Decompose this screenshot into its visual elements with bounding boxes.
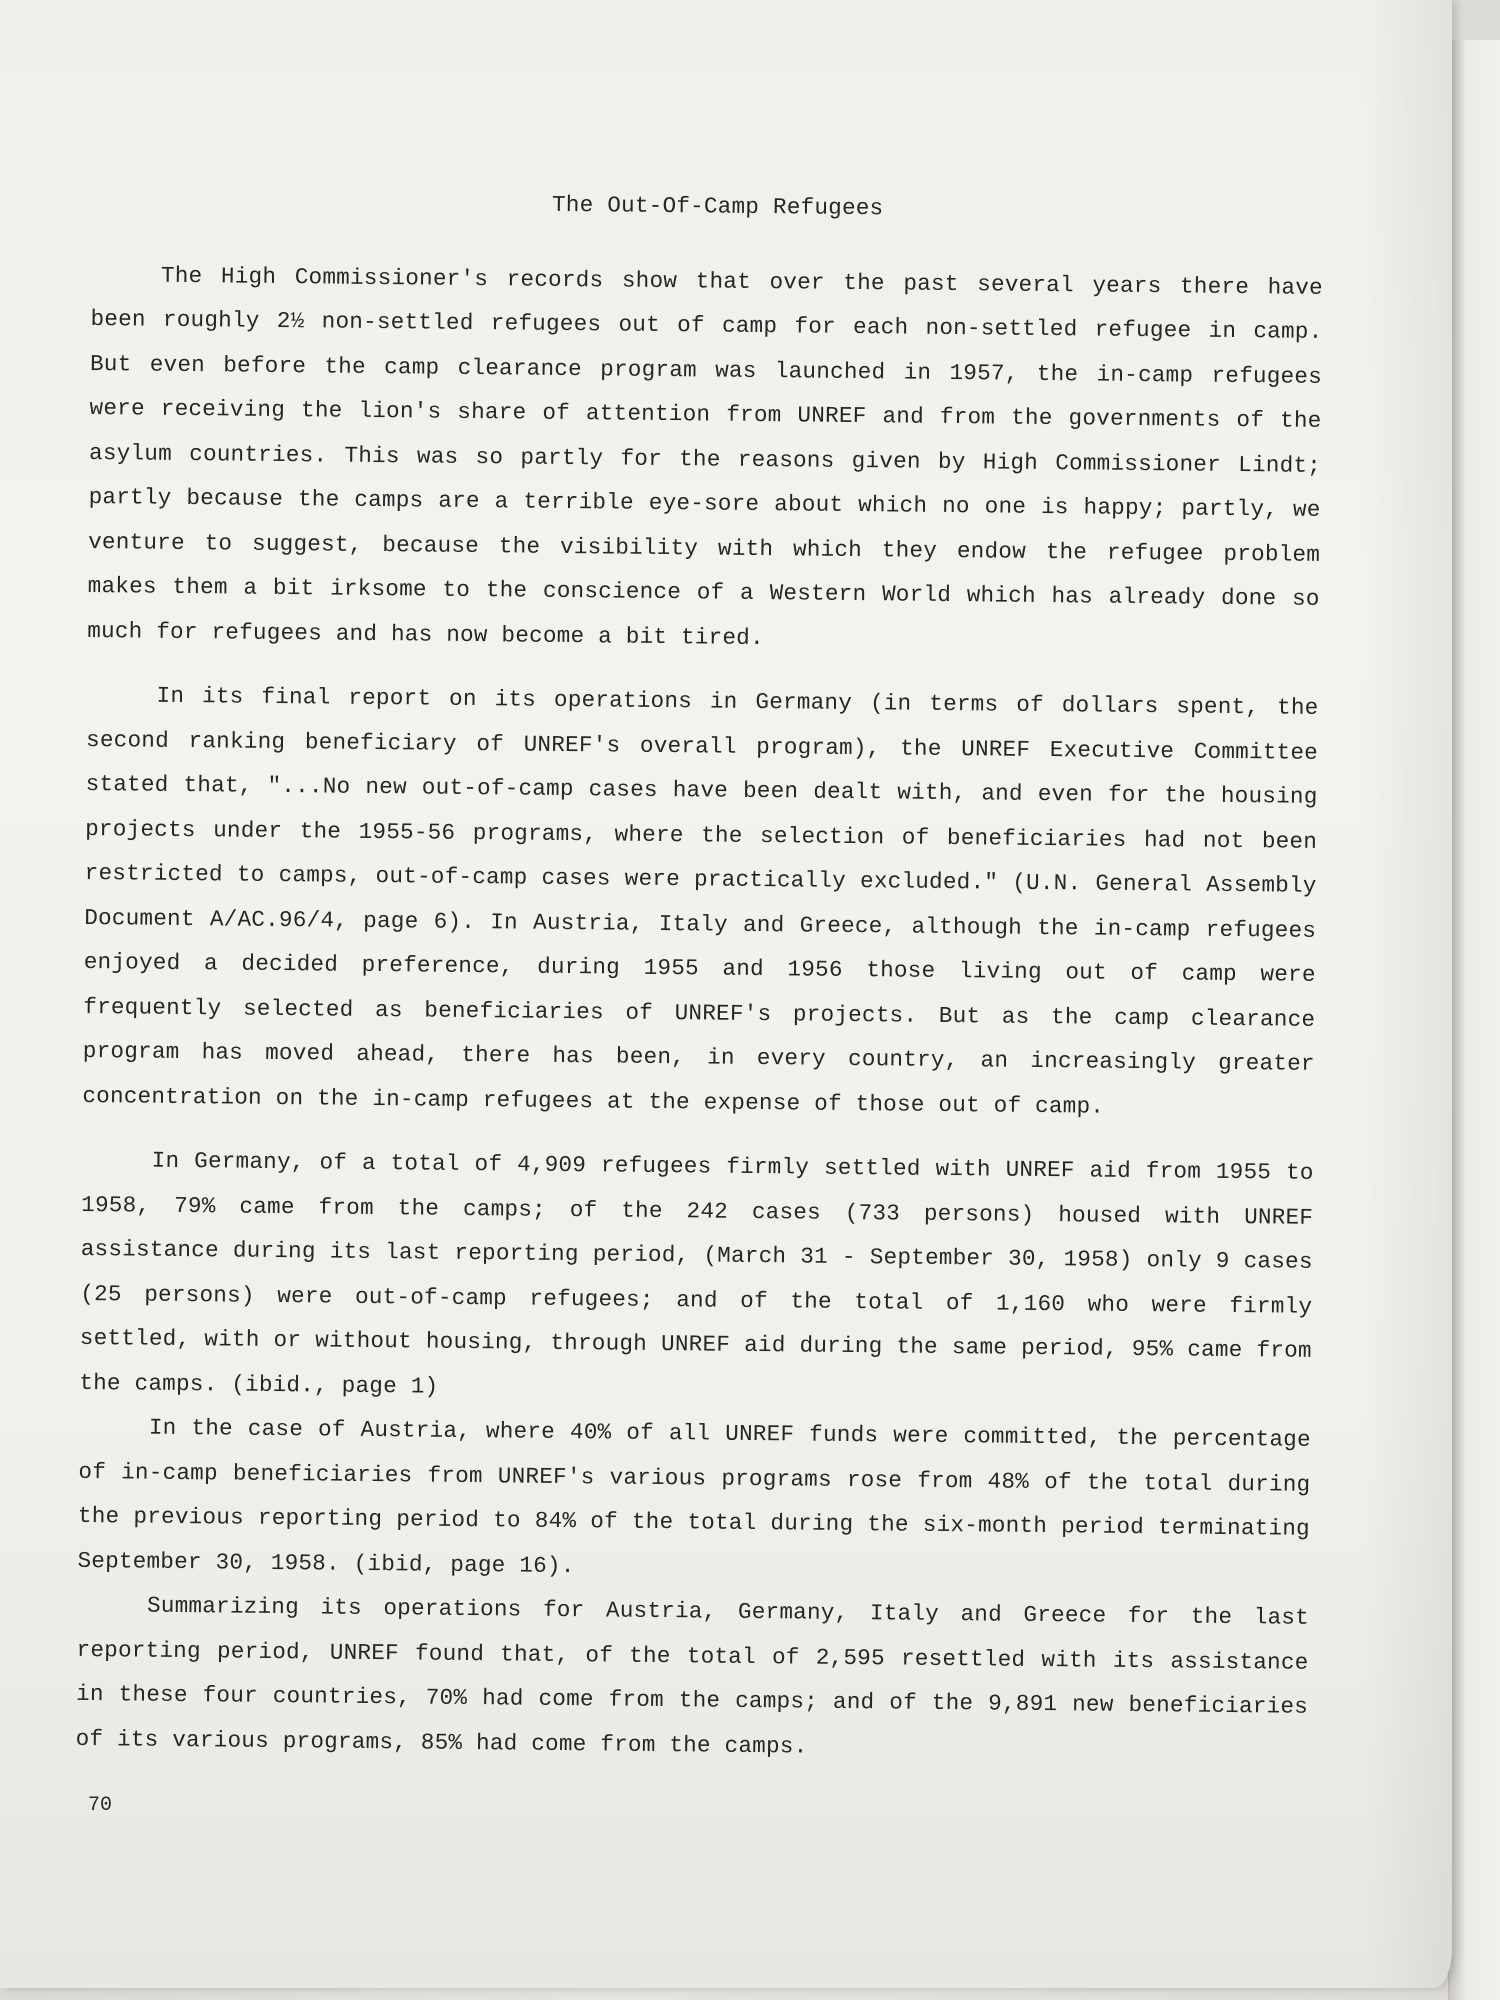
page-title: The Out-Of-Camp Refugees (551, 191, 884, 222)
page-number: 70 (88, 1794, 113, 1817)
paragraph-4: In the case of Austria, where 40% of all UNREF funds were committed, the percentage of in-camp beneficiaries from UNREF's various programs rose from 48% of the total during the previous reporting period to 84% of the total during the six-month period terminating September 30, 1958. (ibid, page 16). (77, 1414, 1311, 1579)
page-body (75, 178, 1324, 1774)
facing-page-edge (1448, 40, 1500, 2000)
paragraph-3: In Germany, of a total of 4,909 refugees firmly settled with UNREF aid from 1955 to 1958, 79% came from the camps; of the 242 cases (733 persons) housed with UNREF assistance during its last reporting period, (March 31 - September 30, 1958) only 9 cases (25 persons) were out-of-camp refugees; and of the total of 1,160 who were firmly settled, with or without housing, through UNREF aid during the same period, 95% came from the camps. (ibid., page 1) (79, 1147, 1314, 1400)
paragraph-1: The High Commissioner's records show that over the past several years there have been roughly 2½ non-settled refugees out of camp for each non-settled refugee in camp. But even before the camp clearance program was launched in 1957, the in-camp refugees were receiving the lion's share of attention from UNREF and from the governments of the asylum countries. This was so partly for the reasons given by High Commissioner Lindt; partly because the camps are a terrible eye-sore about which no one is happy; partly, we venture to suggest, because the visibility with which they endow the refugee problem makes them a bit irksome to the conscience of a Western World which has already done so much for refugees and has now become a bit tired. (87, 262, 1324, 651)
paragraph-2: In its final report on its operations in Germany (in terms of dollars spent, the second ranking beneficiary of UNREF's overall program), the UNREF Executive Committee stated that, "...No new out-of-camp cases have been dealt with, and even for the housing projects under the 1955-56 programs, where the selection of beneficiaries had not been restricted to camps, out-of-camp cases were practically excluded." (U.N. General Assembly Document A/AC.96/4, page 6). In Austria, Italy and Greece, although the in-camp refugees enjoyed a decided preference, during 1955 and 1956 those living out of camp were frequently selected as beneficiaries of UNREF's projects. But as the camp clearance program has moved ahead, there has been, in every country, an increasingly greater concentration on the in-camp refugees at the expense of those out of camp. (82, 682, 1319, 1120)
paragraph-5: Summarizing its operations for Austria, Germany, Italy and Greece for the last reporting period, UNREF found that, of the total of 2,595 resettled with its assistance in these four countries, 70% had come from the camps; and of the 9,891 new beneficiaries of its various programs, 85% had come from the camps. (75, 1592, 1310, 1760)
